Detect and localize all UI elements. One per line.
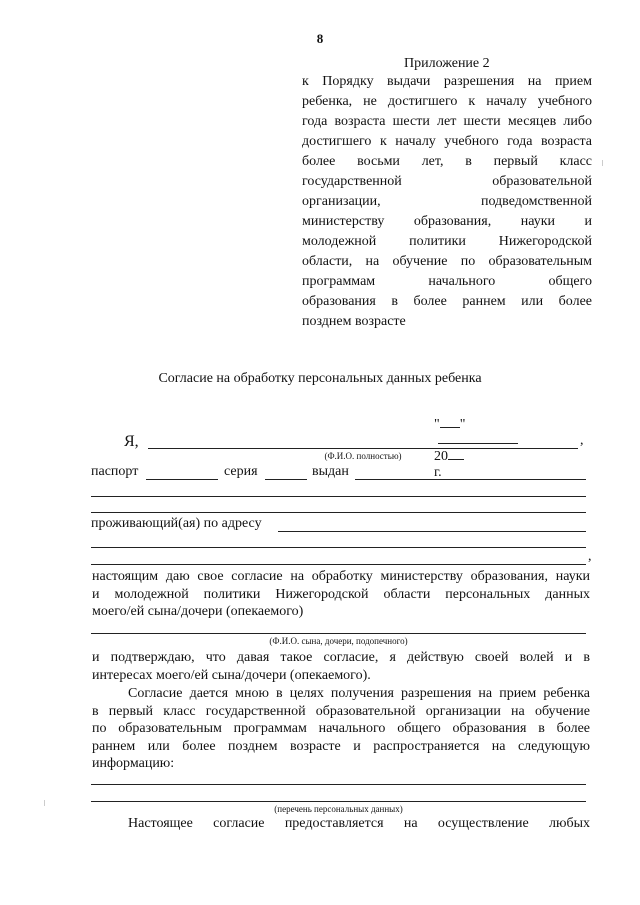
purpose-line: Согласие дается мною в целях получения разрешения на прием ребенка	[128, 686, 590, 701]
appendix-line: ребенка, не достигшего к началу учебного	[302, 94, 592, 109]
final-line: Настоящее согласие предоставляется на осуществление любых	[128, 816, 590, 831]
issued-field-continued[interactable]	[91, 496, 586, 497]
date-quote-close: "	[459, 417, 466, 432]
series-label: серия	[224, 464, 258, 479]
consent-line: и молодежной политики Нижегородской области персональных данных	[92, 586, 590, 602]
issued-field[interactable]	[355, 479, 586, 480]
address-comma: ,	[588, 549, 592, 564]
appendix-title: Приложение 2	[404, 56, 490, 71]
series-field[interactable]	[265, 479, 307, 480]
date-line	[420, 401, 518, 497]
date-quote-open: "	[434, 417, 440, 432]
appendix-line: более восьми лет, в первый класс	[302, 154, 592, 169]
appendix-line: позднем возрасте	[302, 314, 406, 329]
consent-line: настоящим даю свое согласие на обработку министерству образования, науки	[92, 569, 590, 584]
date-day-field[interactable]	[440, 427, 460, 428]
address-label: проживающий(ая) по адресу	[91, 516, 262, 531]
appendix-line: организации, подведомственной	[302, 194, 592, 209]
confirm-line: интересах моего/ей сына/дочери (опекаемого).	[92, 667, 371, 683]
consent-paragraph	[92, 568, 590, 621]
appendix-line: государственной образовательной	[302, 174, 592, 189]
fio-caption: (Ф.И.О. полностью)	[324, 451, 402, 461]
scan-speck	[602, 160, 603, 166]
address-field[interactable]	[278, 531, 586, 532]
purpose-line: по образовательным программам начального общего образования в более	[92, 721, 590, 736]
purpose-paragraph	[92, 685, 590, 773]
issued-label: выдан	[312, 464, 349, 479]
confirm-line: и подтверждаю, что давая такое согласие, я действую своей волей и в	[92, 650, 590, 665]
child-fio-field[interactable]	[91, 633, 586, 634]
purpose-line: информацию:	[92, 756, 175, 771]
issued-field-continued[interactable]	[91, 512, 586, 513]
data-list-field[interactable]	[91, 784, 586, 785]
final-paragraph	[92, 815, 590, 833]
appendix-line: министерству образования, науки и	[302, 214, 592, 229]
passport-number-field[interactable]	[146, 479, 218, 480]
consent-line: моего/ей сына/дочери (опекаемого)	[92, 604, 304, 619]
date-year-prefix: 20	[434, 449, 448, 464]
date-month-field[interactable]	[438, 443, 518, 444]
ya-label: Я,	[124, 433, 139, 450]
confirm-paragraph	[92, 649, 590, 684]
appendix-line: молодежной политики Нижегородской	[302, 234, 592, 249]
passport-label: паспорт	[91, 464, 139, 479]
date-year-abbrev: г.	[434, 465, 442, 480]
purpose-line: в первый класс государственной образовательной организации на обучение	[92, 703, 590, 719]
purpose-line: раннем или более позднем возрасте и распространяется на следующую	[92, 738, 590, 754]
appendix-line: достигшего к началу учебного года возраста	[302, 134, 592, 149]
appendix-line: к Порядку выдачи разрешения на прием	[302, 74, 592, 89]
address-field-continued[interactable]	[91, 564, 586, 565]
appendix-line: года возраста шести лет шести месяцев либо	[302, 114, 592, 129]
appendix-line: образования в более раннем или более	[302, 294, 592, 309]
appendix-line: программам начального общего	[302, 274, 592, 289]
data-list-field[interactable]	[91, 801, 586, 802]
data-list-caption: (перечень персональных данных)	[274, 804, 403, 814]
fio-comma: ,	[580, 433, 584, 448]
appendix-line: области, на обучение по образовательным	[302, 254, 592, 269]
address-field-continued[interactable]	[91, 547, 586, 548]
form-title: Согласие на обработку персональных данных ребенка	[158, 371, 482, 386]
fio-field[interactable]	[148, 448, 578, 449]
child-fio-caption: (Ф.И.О. сына, дочери, подопечного)	[269, 636, 408, 646]
page-number: 8	[316, 31, 324, 46]
scan-speck	[44, 800, 45, 806]
